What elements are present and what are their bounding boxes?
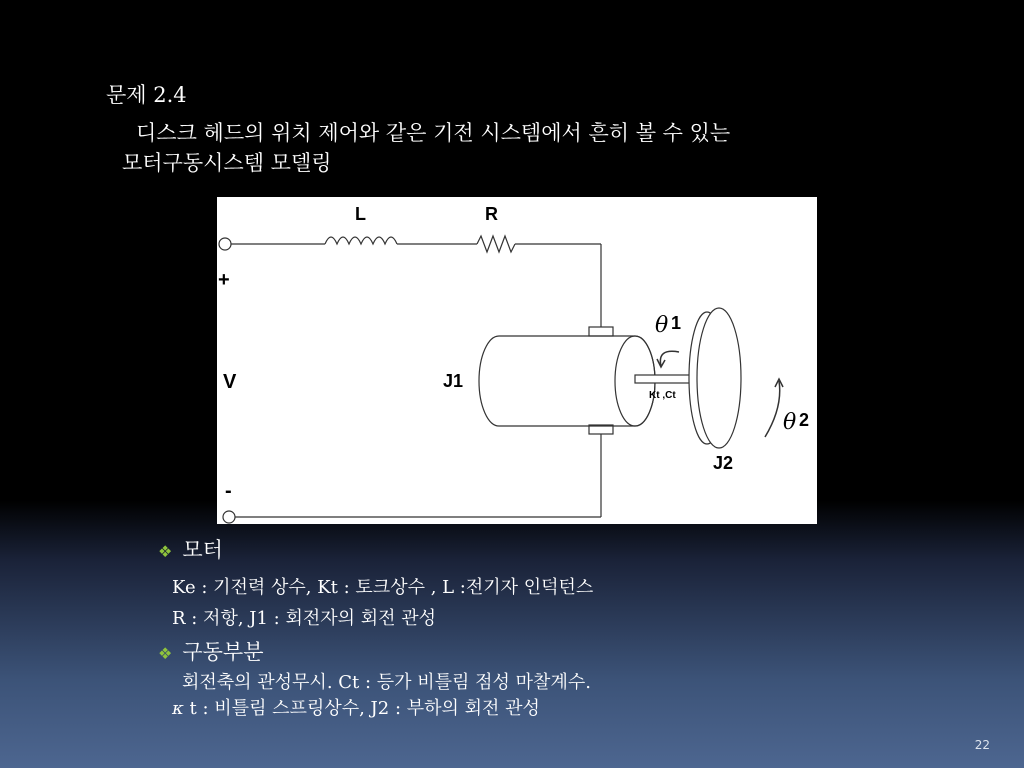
upper-brush bbox=[589, 327, 613, 336]
theta1-number: 1 bbox=[671, 313, 682, 333]
voltage-label: V bbox=[223, 371, 237, 393]
positive-terminal bbox=[219, 238, 231, 250]
drive-line-1: 회전축의 관성무시. Ct : 등가 비틀림 점성 마찰계수. bbox=[182, 672, 591, 693]
theta2-arrow bbox=[765, 381, 780, 437]
inductor-coil bbox=[325, 237, 397, 244]
motor-line-2: R : 저항, J1 : 회전자의 회전 관성 bbox=[172, 608, 437, 629]
load-disk-front bbox=[697, 308, 741, 448]
diamond-bullet-icon: ❖ bbox=[158, 542, 173, 561]
page-number: 22 bbox=[974, 738, 990, 752]
slide-title: 문제 2.4 bbox=[106, 83, 187, 107]
circuit-svg bbox=[217, 197, 817, 524]
j1-label: J1 bbox=[443, 371, 464, 391]
negative-terminal bbox=[223, 511, 235, 523]
slide-description bbox=[122, 118, 902, 178]
resistor-zigzag bbox=[477, 236, 515, 252]
description-line-2: 모터구동시스템 모델링 bbox=[122, 151, 332, 175]
motor-body bbox=[479, 336, 655, 426]
theta2-symbol: θ bbox=[783, 410, 797, 435]
drive-section-heading bbox=[158, 638, 264, 668]
j2-label: J2 bbox=[713, 453, 734, 473]
motor-line-1: Ke : 기전력 상수, Kt : 토크상수 , L :전기자 인덕턴스 bbox=[172, 577, 594, 598]
diamond-bullet-icon: ❖ bbox=[158, 644, 173, 663]
motor-section-heading bbox=[158, 536, 223, 566]
drive-line-2-text: t : 비틀림 스프링상수, J2 : 부하의 회전 관성 bbox=[189, 698, 540, 719]
drive-line-2 bbox=[172, 697, 540, 721]
inductor-label: L bbox=[355, 204, 366, 224]
plus-label: + bbox=[218, 269, 230, 291]
theta1-symbol: θ bbox=[655, 313, 669, 338]
kappa-symbol: κ bbox=[172, 698, 184, 719]
drive-heading-text: 구동부분 bbox=[182, 640, 264, 664]
motor-heading-text: 모터 bbox=[182, 538, 223, 562]
description-line-1: 디스크 헤드의 위치 제어와 같은 기전 시스템에서 흔히 볼 수 있는 bbox=[136, 121, 731, 145]
kt-ct-label: Kt ,Ct bbox=[649, 390, 676, 401]
motor-circuit-diagram bbox=[217, 197, 817, 524]
theta2-number: 2 bbox=[799, 410, 810, 430]
resistor-label: R bbox=[485, 204, 498, 224]
minus-label: - bbox=[225, 480, 232, 502]
